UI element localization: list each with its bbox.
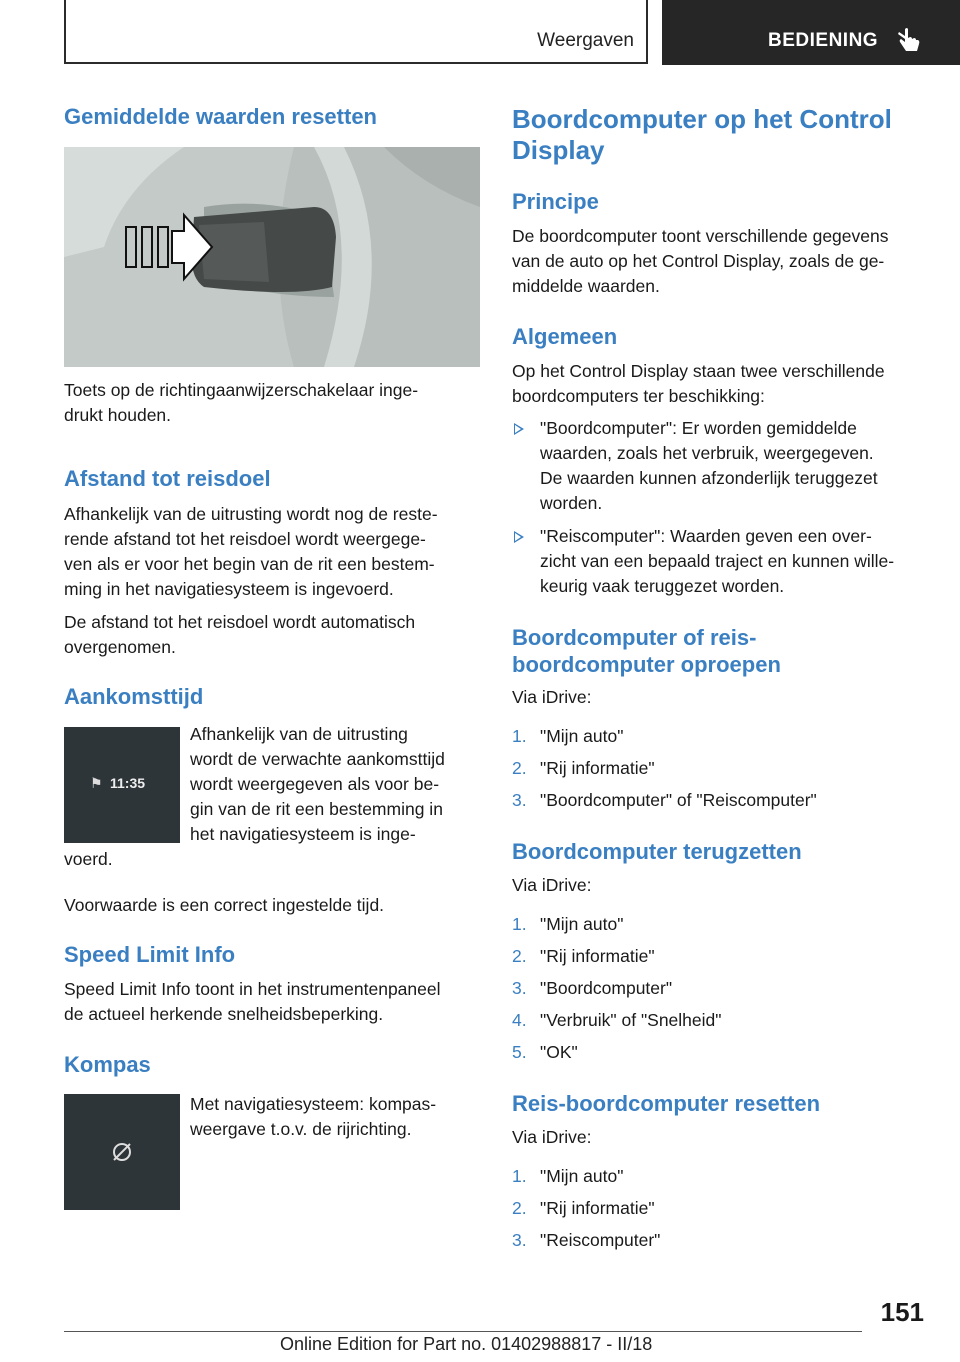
step-my-car: "Mijn auto" <box>540 914 624 934</box>
photo-caption: Toets op de richtingaanwijzerschakelaar inge- drukt houden. <box>64 380 419 425</box>
step-number: 5. <box>512 1042 527 1062</box>
heading-board-computer-control-display: Boordcomputer op het Control Display <box>512 104 892 165</box>
step-number: 1. <box>512 1166 527 1186</box>
step-number: 3. <box>512 790 527 810</box>
heading-general: Algemeen <box>512 324 618 349</box>
compass-paragraph: Met navigatiesysteem: kompas- weergave t.o.v. de rijrichting. <box>190 1094 437 1139</box>
bullet-triangle-icon <box>514 423 524 435</box>
pointing-hand-icon <box>896 26 922 54</box>
step-trip-computer: "Reiscomputer" <box>540 1230 661 1250</box>
footer-divider <box>64 1331 862 1332</box>
prerequisite-text: Voorwaarde is een correct ingestelde tijd. <box>64 895 385 915</box>
step-number: 4. <box>512 1010 527 1030</box>
step-computer-choice: "Boordcomputer" of "Reiscomputer" <box>540 790 817 810</box>
distance-paragraph-2: De afstand tot het reisdoel wordt automatisch overgenomen. <box>64 612 416 657</box>
arrival-time-display-tile <box>64 727 180 843</box>
compass-icon <box>111 1141 133 1163</box>
general-paragraph: Op het Control Display staan twee verschillende boordcomputers ter beschikking: <box>512 361 885 406</box>
header-chapter-tab <box>662 0 960 65</box>
compass-display-tile <box>64 1094 180 1210</box>
heading-reset-computer: Boordcomputer terugzetten <box>512 839 802 864</box>
header-chapter-title: BEDIENING <box>768 30 879 51</box>
speed-limit-paragraph: Speed Limit Info toont in het instrumentenpaneel de actueel herkende snelheidsbeperking. <box>64 979 441 1024</box>
step-number: 2. <box>512 1198 527 1218</box>
stalk-button-photo <box>64 147 480 367</box>
arrival-paragraph: Afhankelijk van de uitrusting wordt de verwachte aankomsttijd wordt weergegeven als voor be- gin van de rit een bestemming in het navigatiesysteem is inge- <box>190 724 445 844</box>
arrival-time-value: 11:35 <box>110 775 146 791</box>
step-consumption-speed: "Verbruik" of "Snelheid" <box>540 1010 722 1030</box>
step-number: 3. <box>512 978 527 998</box>
via-idrive-3: Via iDrive: <box>512 1127 592 1147</box>
heading-principle: Principe <box>512 189 599 214</box>
via-idrive-2: Via iDrive: <box>512 875 592 895</box>
step-number: 3. <box>512 1230 527 1250</box>
distance-paragraph-1: Afhankelijk van de uitrusting wordt nog de reste- rende afstand tot het reisdoel wordt weergege- ven als er voor het begin van de rit een bestem- ming in het navigatiesysteem is ingevoerd. <box>64 504 438 599</box>
step-my-car: "Mijn auto" <box>540 726 624 746</box>
step-ok: "OK" <box>540 1042 578 1062</box>
heading-arrival-time: Aankomsttijd <box>64 684 204 709</box>
principle-paragraph: De boordcomputer toont verschillende gegevens van de auto op het Control Display, zoals de ge- middelde waarden. <box>512 226 889 296</box>
flag-icon: ⚑ <box>90 775 103 791</box>
via-idrive-1: Via iDrive: <box>512 687 592 707</box>
step-drive-info: "Rij informatie" <box>540 758 655 778</box>
step-number: 1. <box>512 914 527 934</box>
step-board-computer: "Boordcomputer" <box>540 978 673 998</box>
heading-reset-averages: Gemiddelde waarden resetten <box>64 104 377 129</box>
bullet-trip-computer: "Reiscomputer": Waarden geven een over- zicht van een bepaald traject en kunnen wille- keurig vaak teruggezet worden. <box>540 526 895 596</box>
footer-edition-text: Online Edition for Part no. 01402988817 - II/18 <box>280 1334 653 1354</box>
heading-distance-destination: Afstand tot reisdoel <box>64 466 271 491</box>
step-number: 1. <box>512 726 527 746</box>
heading-call-up-computer: Boordcomputer of reis- boordcomputer oproepen <box>512 625 781 677</box>
heading-compass: Kompas <box>64 1052 151 1077</box>
step-drive-info: "Rij informatie" <box>540 1198 655 1218</box>
turn-signal-stalk-illustration <box>64 147 480 367</box>
step-number: 2. <box>512 946 527 966</box>
step-my-car: "Mijn auto" <box>540 1166 624 1186</box>
header-section-title: Weergaven <box>537 30 634 51</box>
arrival-paragraph-end: voerd. <box>64 849 113 869</box>
header-section-box <box>64 0 648 64</box>
heading-reset-trip-computer: Reis-boordcomputer resetten <box>512 1091 821 1116</box>
bullet-triangle-icon <box>514 531 524 543</box>
heading-speed-limit-info: Speed Limit Info <box>64 942 236 967</box>
bullet-board-computer: "Boordcomputer": Er worden gemiddelde waarden, zoals het verbruik, weergegeven. De waarden kunnen afzonderlijk teruggezet worden. <box>540 418 878 513</box>
step-drive-info: "Rij informatie" <box>540 946 655 966</box>
step-number: 2. <box>512 758 527 778</box>
page-number: 151 <box>880 1297 924 1327</box>
